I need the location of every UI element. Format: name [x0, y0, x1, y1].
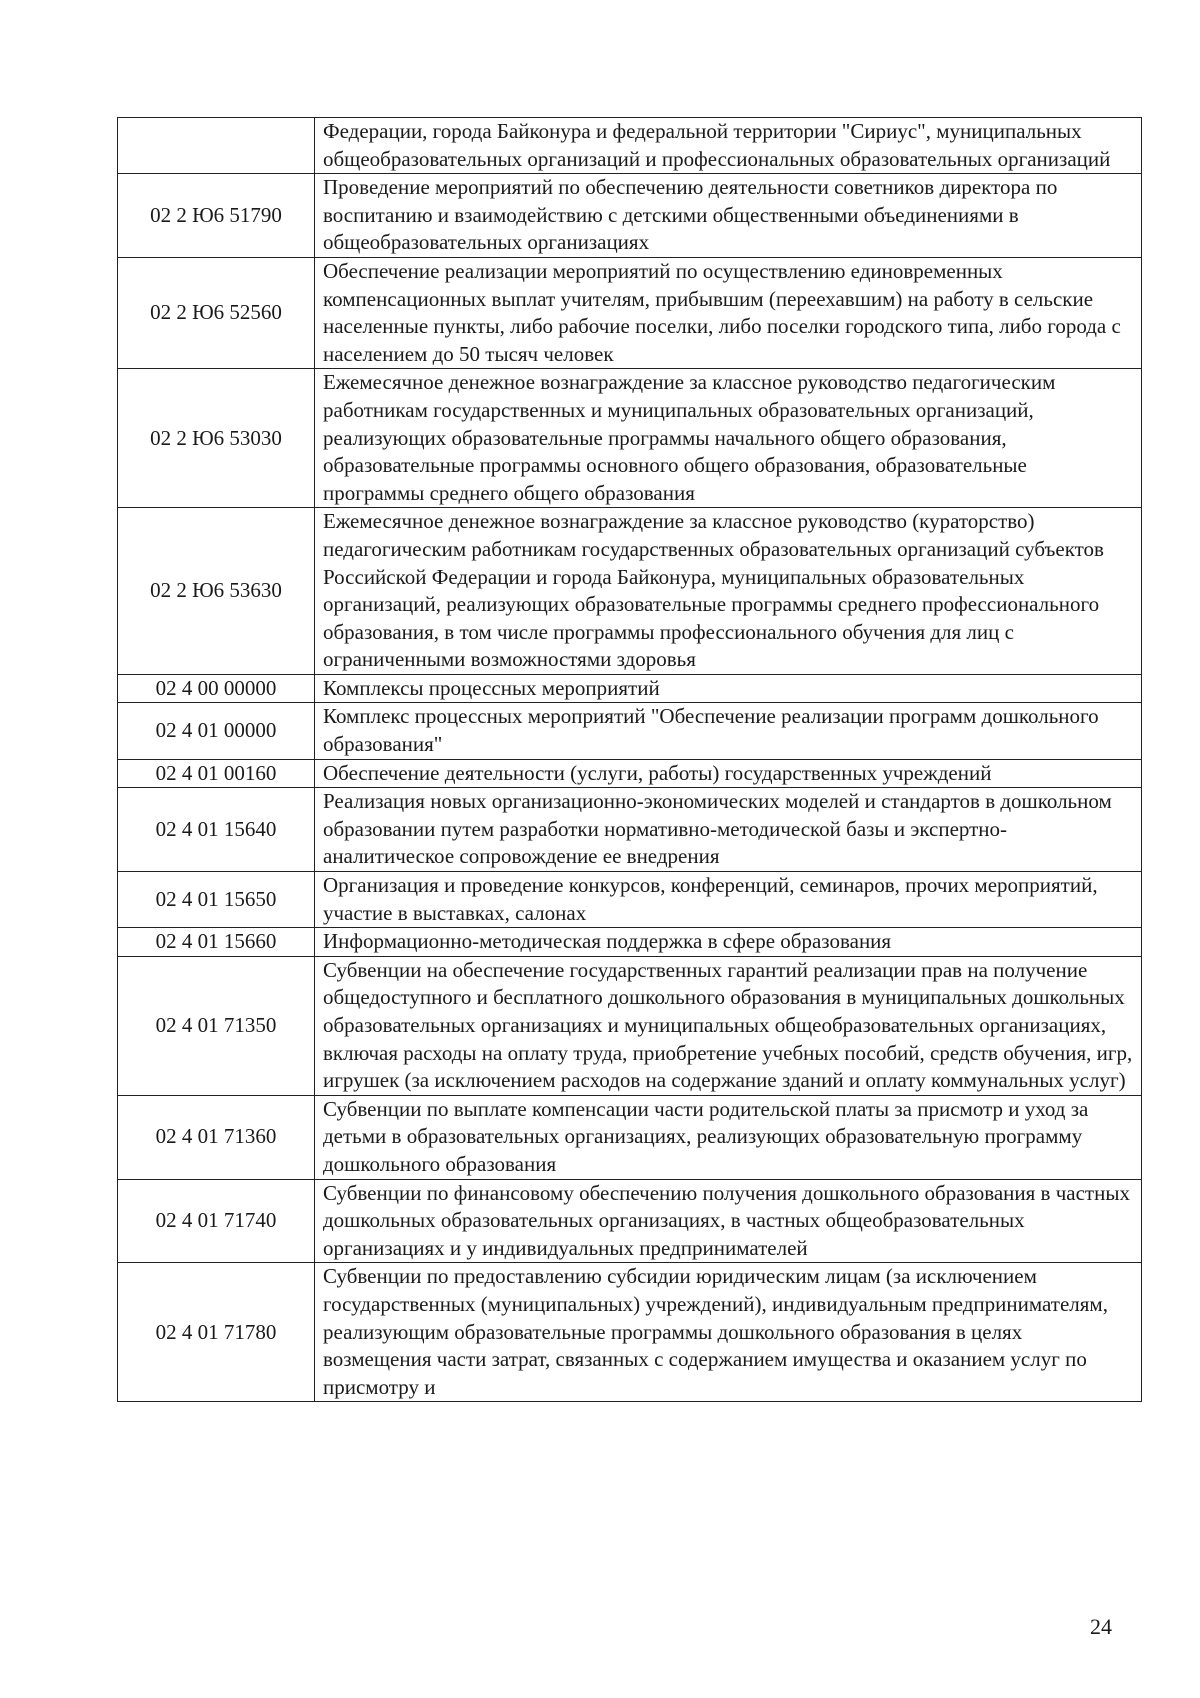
classification-code-cell [118, 118, 315, 174]
table-row [118, 174, 1142, 258]
classification-code-cell: 02 2 Ю6 52560 [118, 257, 315, 368]
expense-description-cell: Обеспечение реализации мероприятий по осуществлению единовременных компенсационных выплат учителям, прибывшим (переехавшим) на работу в сельские населенные пункты, либо рабочие поселки, либо поселки городского типа, либо города с населением до 50 тысяч человек [315, 257, 1142, 368]
classification-code-cell: 02 4 01 71350 [118, 956, 315, 1095]
expense-description-cell: Организация и проведение конкурсов, конференций, семинаров, прочих мероприятий, участие в выставках, салонах [315, 872, 1142, 928]
budget-codes-table [117, 117, 1142, 1402]
table-row [118, 508, 1142, 675]
table-row [118, 674, 1142, 703]
table-row [118, 369, 1142, 508]
classification-code-cell: 02 2 Ю6 51790 [118, 174, 315, 258]
classification-code-cell: 02 4 01 15640 [118, 788, 315, 872]
table-row [118, 118, 1142, 174]
expense-description-cell: Проведение мероприятий по обеспечению деятельности советников директора по воспитанию и взаимодействию с детскими общественными объединениями в общеобразовательных организациях [315, 174, 1142, 258]
expense-description-cell: Субвенции по финансовому обеспечению получения дошкольного образования в частных дошкольных образовательных организациях, в частных общеобразовательных организациях и у индивидуальных предпринимателей [315, 1179, 1142, 1263]
expense-description-cell: Субвенции по выплате компенсации части родительской платы за присмотр и уход за детьми в образовательных организациях, реализующих образовательную программу дошкольного образования [315, 1095, 1142, 1179]
table-row [118, 928, 1142, 957]
classification-code-cell: 02 4 00 00000 [118, 674, 315, 703]
table-row [118, 703, 1142, 759]
expense-description-cell: Информационно-методическая поддержка в сфере образования [315, 928, 1142, 957]
expense-description-cell: Ежемесячное денежное вознаграждение за классное руководство (кураторство) педагогическим работникам государственных образовательных организаций субъектов Российской Федерации и города Байконура, муниципальных образовательных организаций, реализующих образовательные программы среднего профессионального образования, в том числе программы профессионального обучения для лиц с ограниченными возможностями здоровья [315, 508, 1142, 675]
table-row [118, 257, 1142, 368]
expense-description-cell: Комплексы процессных мероприятий [315, 674, 1142, 703]
expense-description-cell: Ежемесячное денежное вознаграждение за классное руководство педагогическим работникам государственных и муниципальных образовательных организаций, реализующих образовательные программы начального общего образования, образовательные программы основного общего образования, образовательные программы среднего общего образования [315, 369, 1142, 508]
classification-code-cell: 02 4 01 71360 [118, 1095, 315, 1179]
budget-codes-table-body [118, 118, 1142, 1402]
table-row [118, 956, 1142, 1095]
classification-code-cell: 02 4 01 00160 [118, 759, 315, 788]
classification-code-cell: 02 2 Ю6 53030 [118, 369, 315, 508]
expense-description-cell: Обеспечение деятельности (услуги, работы) государственных учреждений [315, 759, 1142, 788]
table-row [118, 1263, 1142, 1402]
page-number: 24 [1090, 1614, 1112, 1639]
table-row [118, 759, 1142, 788]
classification-code-cell: 02 4 01 15660 [118, 928, 315, 957]
classification-code-cell: 02 4 01 71740 [118, 1179, 315, 1263]
expense-description-cell: Федерации, города Байконура и федеральной территории "Сириус", муниципальных общеобразовательных организаций и профессиональных образовательных организаций [315, 118, 1142, 174]
classification-code-cell: 02 4 01 71780 [118, 1263, 315, 1402]
expense-description-cell: Комплекс процессных мероприятий "Обеспечение реализации программ дошкольного образования" [315, 703, 1142, 759]
expense-description-cell: Реализация новых организационно-экономических моделей и стандартов в дошкольном образовании путем разработки нормативно-методической базы и экспертно-аналитическое сопровождение ее внедрения [315, 788, 1142, 872]
table-row [118, 1179, 1142, 1263]
table-row [118, 788, 1142, 872]
classification-code-cell: 02 4 01 15650 [118, 872, 315, 928]
classification-code-cell: 02 2 Ю6 53630 [118, 508, 315, 675]
classification-code-cell: 02 4 01 00000 [118, 703, 315, 759]
expense-description-cell: Субвенции по предоставлению субсидии юридическим лицам (за исключением государственных (муниципальных) учреждений), индивидуальным предпринимателям, реализующим образовательные программы дошкольного образования в целях возмещения части затрат, связанных с содержанием имущества и оказанием услуг по присмотру и [315, 1263, 1142, 1402]
table-row [118, 872, 1142, 928]
expense-description-cell: Субвенции на обеспечение государственных гарантий реализации прав на получение общедоступного и бесплатного дошкольного образования в муниципальных дошкольных образовательных организациях и муниципальных общеобразовательных организациях, включая расходы на оплату труда, приобретение учебных пособий, средств обучения, игр, игрушек (за исключением расходов на содержание зданий и оплату коммунальных услуг) [315, 956, 1142, 1095]
table-row [118, 1095, 1142, 1179]
